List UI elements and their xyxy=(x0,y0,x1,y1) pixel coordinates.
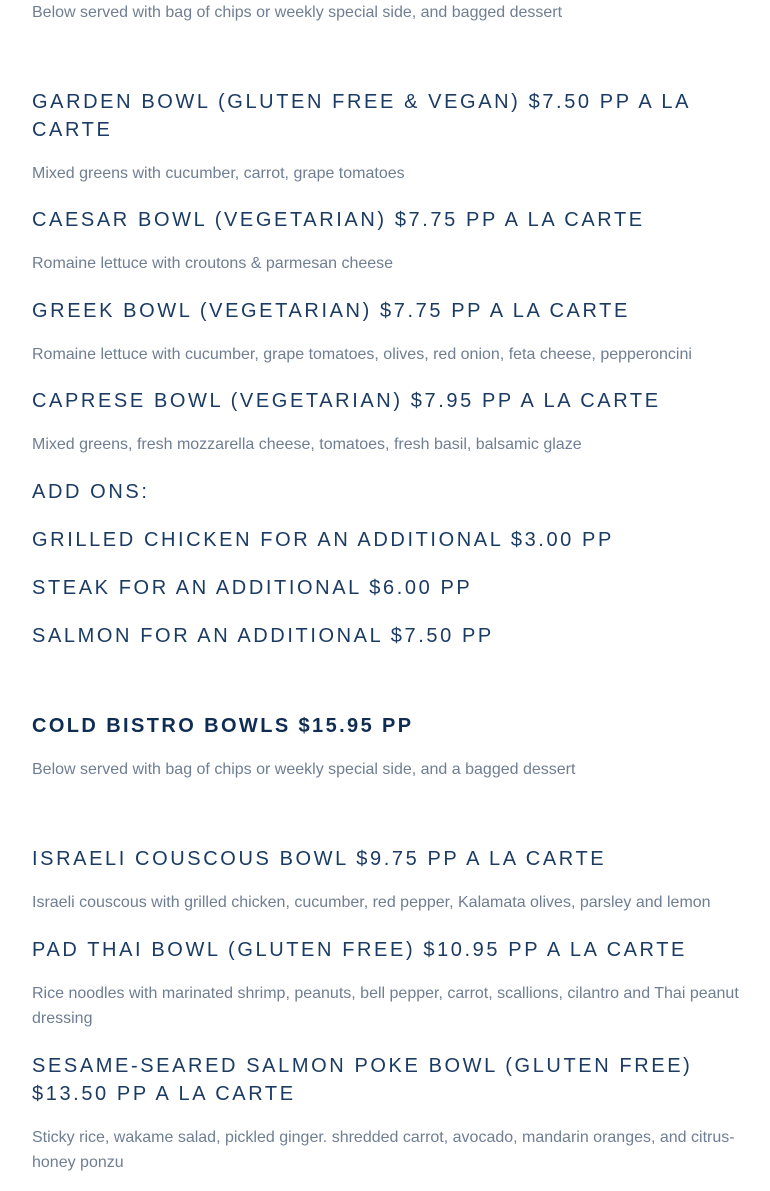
caprese-bowl-heading: CAPRESE BOWL (VEGETARIAN) $7.95 PP A LA CARTE xyxy=(32,390,661,412)
cold-bistro-intro-text: Below served with bag of chips or weekly special side, and a bagged dessert xyxy=(32,761,576,778)
add-on-grilled-chicken: GRILLED CHICKEN FOR AN ADDITIONAL $3.00 PP xyxy=(32,529,614,551)
greek-bowl-heading: GREEK BOWL (VEGETARIAN) $7.75 PP A LA CARTE xyxy=(32,300,630,322)
greek-bowl-description: Romaine lettuce with cucumber, grape tomatoes, olives, red onion, feta cheese, pepperoncini xyxy=(32,346,692,363)
caprese-bowl-description: Mixed greens, fresh mozzarella cheese, tomatoes, fresh basil, balsamic glaze xyxy=(32,436,582,453)
pad-thai-heading: PAD THAI BOWL (GLUTEN FREE) $10.95 PP A LA CARTE xyxy=(32,939,687,961)
caesar-bowl-description: Romaine lettuce with croutons & parmesan cheese xyxy=(32,255,394,272)
add-on-salmon: SALMON FOR AN ADDITIONAL $7.50 PP xyxy=(32,625,494,647)
add-on-steak: STEAK FOR AN ADDITIONAL $6.00 PP xyxy=(32,577,473,599)
caesar-bowl-heading: CAESAR BOWL (VEGETARIAN) $7.75 PP A LA CARTE xyxy=(32,209,645,231)
add-ons-heading: ADD ONS: xyxy=(32,481,150,503)
garden-bowl-heading: GARDEN BOWL (GLUTEN FREE & VEGAN) $7.50 PP A LA CARTE xyxy=(32,91,690,141)
salmon-poke-heading: SESAME-SEARED SALMON POKE BOWL (GLUTEN FREE) $13.50 PP A LA CARTE xyxy=(32,1055,693,1105)
israeli-couscous-description: Israeli couscous with grilled chicken, cucumber, red pepper, Kalamata olives, parsley and lemon xyxy=(32,894,711,911)
salad-intro-text: Below served with bag of chips or weekly special side, and bagged dessert xyxy=(32,4,563,21)
israeli-couscous-heading: ISRAELI COUSCOUS BOWL $9.75 PP A LA CARTE xyxy=(32,848,607,870)
salmon-poke-description: Sticky rice, wakame salad, pickled ginger. shredded carrot, avocado, mandarin oranges, and citrus-honey ponzu xyxy=(32,1129,735,1171)
cold-bistro-bowls-heading: COLD BISTRO BOWLS $15.95 PP xyxy=(32,715,414,737)
garden-bowl-description: Mixed greens with cucumber, carrot, grape tomatoes xyxy=(32,165,405,182)
pad-thai-description: Rice noodles with marinated shrimp, peanuts, bell pepper, carrot, scallions, cilantro and Thai peanut dressing xyxy=(32,985,739,1027)
